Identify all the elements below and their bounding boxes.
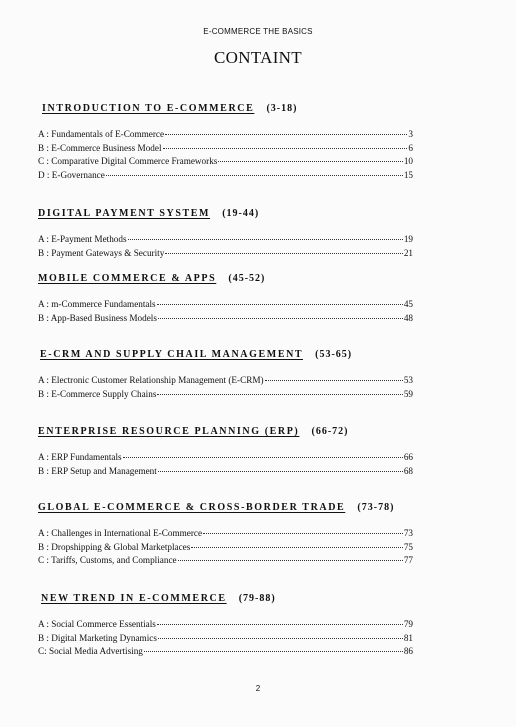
section-title: INTRODUCTION TO E-COMMERCE xyxy=(42,103,255,114)
dot-leader xyxy=(178,560,403,561)
section-heading xyxy=(41,593,413,604)
dot-leader xyxy=(203,533,403,534)
toc-section-global-ecommerce xyxy=(38,502,413,568)
toc-entry[interactable] xyxy=(38,388,413,402)
toc-entry-label: B : Digital Marketing Dynamics xyxy=(38,632,157,643)
toc-entry[interactable] xyxy=(38,155,413,169)
toc-entry[interactable] xyxy=(38,169,413,183)
toc-entry-label: A : Electronic Customer Relationship Management (E-CRM) xyxy=(38,375,264,385)
toc-entry-page: 45 xyxy=(403,299,413,309)
toc-entry-page: 15 xyxy=(403,169,413,180)
toc-entry[interactable] xyxy=(38,298,413,312)
toc-entry-label: B : Dropshipping & Global Marketplaces xyxy=(38,541,191,552)
dot-leader xyxy=(157,304,403,305)
section-page-range: (73-78) xyxy=(357,502,395,513)
toc-entry-label: B : Payment Gateways & Security xyxy=(38,247,165,258)
toc-entry[interactable] xyxy=(38,541,413,555)
toc-entry[interactable] xyxy=(38,527,413,541)
section-heading xyxy=(38,426,413,437)
toc-entry[interactable] xyxy=(38,465,413,479)
section-page-range: (19-44) xyxy=(222,208,260,219)
section-heading xyxy=(40,349,413,360)
dot-leader xyxy=(106,175,403,176)
page-number: 2 xyxy=(255,684,261,693)
toc-entry-page: 66 xyxy=(403,452,413,462)
dot-leader xyxy=(191,547,402,548)
toc-entry-label: C: Social Media Advertising xyxy=(38,646,143,657)
toc-section-introduction xyxy=(38,103,413,182)
dot-leader xyxy=(158,318,403,319)
toc-entry-page: 59 xyxy=(403,388,413,399)
dot-leader xyxy=(265,380,403,381)
toc-entry[interactable] xyxy=(38,451,413,465)
dot-leader xyxy=(158,638,403,639)
section-title: GLOBAL E-COMMERCE & CROSS-BORDER TRADE xyxy=(38,502,346,513)
toc-section-digital-payment xyxy=(38,208,413,260)
dot-leader xyxy=(157,394,402,395)
toc-entry[interactable] xyxy=(38,128,413,142)
toc-entry-label: C : Tariffs, Customs, and Compliance xyxy=(38,555,177,566)
toc-entry-page: 73 xyxy=(403,528,413,538)
toc-entry-page: 10 xyxy=(403,156,413,167)
dot-leader xyxy=(165,253,403,254)
section-title: ENTERPRISE RESOURCE PLANNING (ERP) xyxy=(38,426,300,437)
toc-entry[interactable] xyxy=(38,142,413,156)
toc-entry-label: A : Social Commerce Essentials xyxy=(38,619,156,629)
toc-entry-label: C : Comparative Digital Commerce Frameworks xyxy=(38,156,218,167)
toc-entry-label: A : E-Payment Methods xyxy=(38,234,127,244)
toc-entry-label: B : E-Commerce Business Model xyxy=(38,142,162,153)
section-title: DIGITAL PAYMENT SYSTEM xyxy=(38,208,211,219)
toc-section-mobile-commerce xyxy=(38,273,413,325)
toc-entry-label: D : E-Governance xyxy=(38,169,105,180)
toc-entry-page: 79 xyxy=(403,619,413,629)
dot-leader xyxy=(157,624,403,625)
toc-entry-page: 19 xyxy=(403,234,413,244)
toc-entry-page: 68 xyxy=(403,465,413,476)
toc-entry[interactable] xyxy=(38,645,413,659)
toc-entry-label: A : m-Commerce Fundamentals xyxy=(38,299,156,309)
running-header: E-COMMERCE THE BASICS xyxy=(203,27,313,36)
toc-section-ecrm xyxy=(38,349,413,401)
section-page-range: (79-88) xyxy=(238,593,276,604)
dot-leader xyxy=(123,457,403,458)
section-title: E-CRM AND SUPPLY CHAIL MANAGEMENT xyxy=(40,349,303,360)
toc-entry-label: A : ERP Fundamentals xyxy=(38,452,122,462)
toc-entry-label: A : Challenges in International E-Commerce xyxy=(38,528,203,538)
toc-entry-label: B : ERP Setup and Management xyxy=(38,465,157,476)
toc-entry-label: A : Fundamentals of E-Commerce xyxy=(38,129,165,139)
dot-leader xyxy=(218,161,402,162)
section-title: MOBILE COMMERCE & APPS xyxy=(38,273,217,284)
page-title: CONTAINT xyxy=(214,48,302,67)
toc-entry-page: 53 xyxy=(403,375,413,385)
section-heading xyxy=(38,273,413,284)
toc-entry-page: 48 xyxy=(403,312,413,323)
toc-entry-page: 77 xyxy=(403,555,413,566)
section-page-range: (3-18) xyxy=(266,103,298,114)
toc-entry[interactable] xyxy=(38,312,413,326)
dot-leader xyxy=(163,148,408,149)
toc-entry-label: B : E-Commerce Supply Chains xyxy=(38,388,157,399)
dot-leader xyxy=(158,471,403,472)
toc-entry-page: 3 xyxy=(408,129,413,139)
section-page-range: (45-52) xyxy=(228,273,266,284)
section-page-range: (66-72) xyxy=(311,426,349,437)
toc-section-erp xyxy=(38,426,413,478)
section-title: NEW TREND IN E-COMMERCE xyxy=(41,593,227,604)
toc-entry[interactable] xyxy=(38,247,413,261)
section-page-range: (53-65) xyxy=(315,349,353,360)
toc-entry-page: 75 xyxy=(403,541,413,552)
toc-entry-label: B : App-Based Business Models xyxy=(38,312,157,323)
dot-leader xyxy=(165,134,407,135)
toc-entry[interactable] xyxy=(38,554,413,568)
toc-entry[interactable] xyxy=(38,618,413,632)
section-heading xyxy=(38,208,413,219)
section-heading xyxy=(42,103,413,114)
section-heading xyxy=(38,502,413,513)
toc-entry-page: 81 xyxy=(403,632,413,643)
dot-leader xyxy=(128,239,403,240)
toc-entry[interactable] xyxy=(38,374,413,388)
toc-section-new-trends xyxy=(38,593,413,659)
dot-leader xyxy=(144,651,403,652)
toc-entry-page: 86 xyxy=(403,646,413,657)
toc-entry-page: 21 xyxy=(403,247,413,258)
toc-entry[interactable] xyxy=(38,632,413,646)
toc-entry-page: 6 xyxy=(408,142,413,153)
toc-entry[interactable] xyxy=(38,233,413,247)
